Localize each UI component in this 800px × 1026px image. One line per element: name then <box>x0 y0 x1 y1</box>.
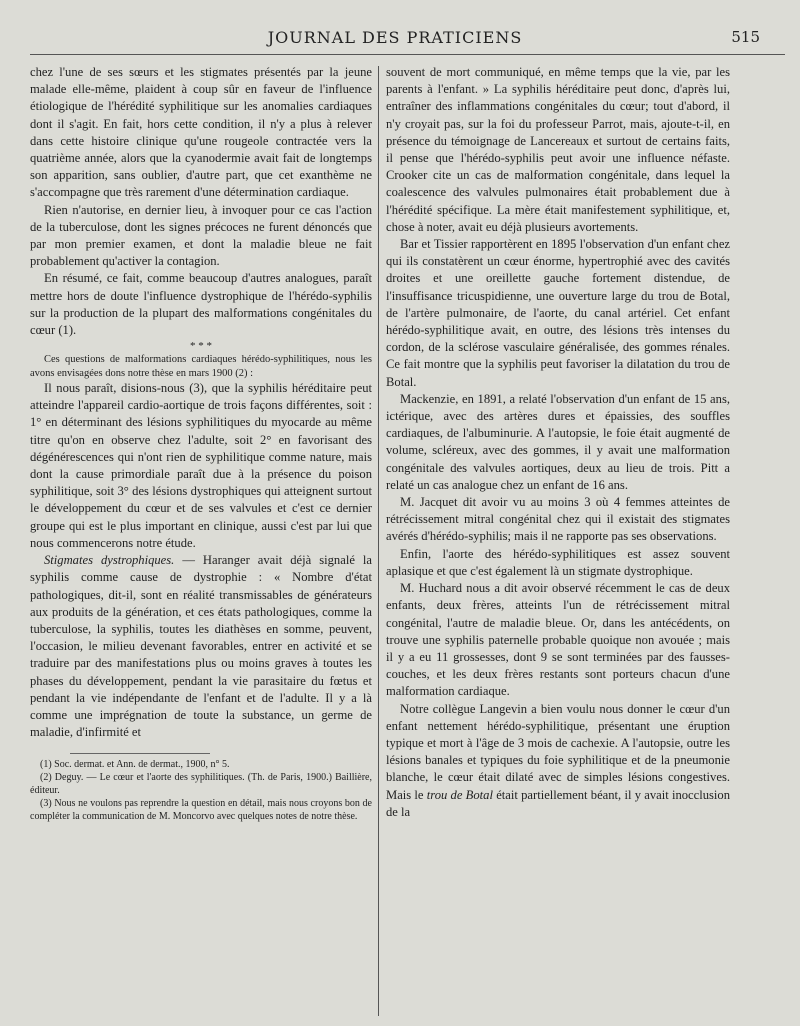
paragraph <box>386 701 730 821</box>
right-column <box>386 64 730 821</box>
left-column <box>30 64 372 823</box>
footnote-rule <box>70 753 210 754</box>
paragraph: Il nous paraît, disions-nous (3), que la syphilis héréditaire peut atteindre l'appareil cardio-aortique de trois façons différentes, soit : 1° en déterminant des lésions syphilitiques du myocarde au même titre qu'on en observe chez l'adulte, soit 2° en favorisant des dégénérescences qui n'ont rien de syphilitique comme nature, mais dont la cause primordiale paraît due à la présence du poison syphilitique, soit 3° des lésions dystrophiques qui atteignent surtout le développement du cœur et de ses valvules et c'est ce dernier groupe qui est le plus important en clinique, aussi c'est par lui que nous commencerons notre étude. <box>30 381 372 550</box>
paragraph: Bar et Tissier rapportèrent en 1895 l'observation d'un enfant chez qui ils constatèrent un cœur énorme, hypertrophié avec des cavités droites et une oreillette gauche fortement distendue, de l'insuffisance tricuspidienne, une ouverture large du trou de Botal, de l'artère pulmonaire, de l'aorte, du canal artériel. Cet enfant hérédo-syphilitique avait, en outre, des lésions très intenses du cordon, de la sclérose vasculaire généralisée, des gommes rénales. Ce fait montre que la syphilis peut favoriser la dilatation du trou de Botal. <box>386 237 730 389</box>
paragraph: souvent de mort communiqué, en même temps que la vie, par les parents à l'enfant. » La syphilis héréditaire peut donc, d'après lui, entraîner des inflammations congénitales du cœur; tout d'abord, il n'y croyait pas, sur la foi du professeur Parrot, mais, ajoute-t-il, en présence du témoignage de Lancereaux et surtout de certains faits, il pense que l'hérédo-syphilis peut avoir une influence néfaste. Crooker cite un cas de malformation congénitale, dans lequel la coalescence des valvules pulmonaires était probablement due à l'hérédité spécifique. La mère était manifestement syphilitique, et, chose à noter, avait eu déjà plusieurs avortements. <box>386 65 730 234</box>
footnote-3: (3) Nous ne voulons pas reprendre la question en détail, mais nous croyons bon de compléter la communication de M. Moncorvo avec quelques notes de notre thèse. <box>30 798 372 823</box>
footnote-2: (2) Deguy. — Le cœur et l'aorte des syphilitiques. (Th. de Paris, 1900.) Baillière, éditeur. <box>30 772 372 797</box>
paragraph: M. Huchard nous a dit avoir observé récemment le cas de deux enfants, deux frères, atteints l'un de rétrécissement mitral congénital, l'autre de maladie bleue. Or, dans les antécédents, on trouve une syphilis paternelle probable quoique non avouée ; mais il y a eu 11 grossesses, dont 9 se sont terminées par des fausses-couches, et les deux frères restants sont porteurs chacun d'une malformation cardiaque. <box>386 581 730 699</box>
paragraph-text: Notre collègue Langevin a bien voulu nous donner le cœur d'un enfant nettement hérédo-syphilitique, présentant une éruption typique et mort à l'âge de 3 mois de cachexie. A l'autopsie, outre les lésions banales et typiques du foie syphilitique et de la pneumonie blanche, le cœur était dilaté avec de simples lésions congestives. Mais le <box>386 701 730 802</box>
journal-title: JOURNAL DES PRATICIENS <box>267 28 523 47</box>
paragraph: Enfin, l'aorte des hérédo-syphilitiques est assez souvent aplasique et que c'est également là un stigmate dystrophique. <box>386 546 730 578</box>
section-intro: Ces questions de malformations cardiaques hérédo-syphilitiques, nous les avons envisagées dons notre thèse en mars 1900 (2) : <box>30 354 372 379</box>
footnote-1: (1) Soc. dermat. et Ann. de dermat., 1900, n° 5. <box>40 759 230 771</box>
subsection-heading: Stigmates dystrophiques. <box>44 553 175 568</box>
column-divider <box>378 66 379 1016</box>
paragraph-text: était partiellement béant, il y avait inocclusion de la <box>386 787 731 819</box>
paragraph: M. Jacquet dit avoir vu au moins 3 où 4 femmes atteintes de rétrécissement mitral congénital chez qui il existait des stigmates avérés d'hérédo-syphilis; mais il ne rapporte pas ses observations. <box>386 495 730 544</box>
running-header <box>30 28 760 50</box>
paragraph: Rien n'autorise, en dernier lieu, à invoquer pour ce cas l'action de la tuberculose, dont les signes précoces ne furent dénoncés que par mon premier examen, et dont la maladie bleue ne fait probablement qu'activer la contagion. <box>30 202 372 269</box>
paragraph: chez l'une de ses sœurs et les stigmates présentés par la jeune malade elle-même, plaident à coup sûr en faveur de l'influence étiologique de l'hérédité syphilitique sur les anomalies cardiaques dont il s'agit. En fait, hors cette condition, il n'y a plus à relever dans cette histoire clinique qu'une rougeole contractée vers la quatrième année, alors que la cyanodermie avait fait de longtemps son apparition, sans oublier, d'autre part, que cet exanthème ne s'accompagne que très rarement d'une détermination cardiaque. <box>30 65 372 200</box>
paragraph-text: — Haranger avait déjà signalé la syphilis comme cause de dystrophie : « Nombre d'état pathologiques, dit-il, sont en réalité transmissables de générateurs aux produits de la génération, et ces états pathologiques, comme la tuberculose, la syphilis, toutes les diathèses en somme, peuvent, l'occasion, le milieu devenant favorables, entrer en activité et se traduire par des manifestations plus ou moins graves à toutes les phases du développement, pendant la vie parasitaire du fœtus et pendant la vie indépendante de l'enfant et de l'adulte. Il y a là comme une imprégnation de toute la substance, un germe de maladie, d'infirmité et <box>30 553 372 740</box>
paragraph <box>30 552 372 741</box>
section-stars: * * * <box>190 340 212 353</box>
paragraph: Mackenzie, en 1891, a relaté l'observation d'un enfant de 15 ans, ictérique, avec des artères dures et épaissies, des souffles cardiaques, de l'albuminurie. A l'autopsie, le foie était augmenté de volume, scléreux, avec des gommes, il y avait une malformation congénitale des valvules aortiques, deux au lieu de trois. Pitt a relaté un cas analogue chez un enfant de 16 ans. <box>386 391 730 492</box>
header-rule <box>30 54 785 55</box>
page-number: 515 <box>731 28 760 46</box>
emphasis: trou de Botal <box>426 787 493 802</box>
paragraph: En résumé, ce fait, comme beaucoup d'autres analogues, paraît mettre hors de doute l'influence dystrophique de l'hérédo-syphilis sur la production de la plupart des malformations congénitales du cœur (1). <box>30 271 372 338</box>
